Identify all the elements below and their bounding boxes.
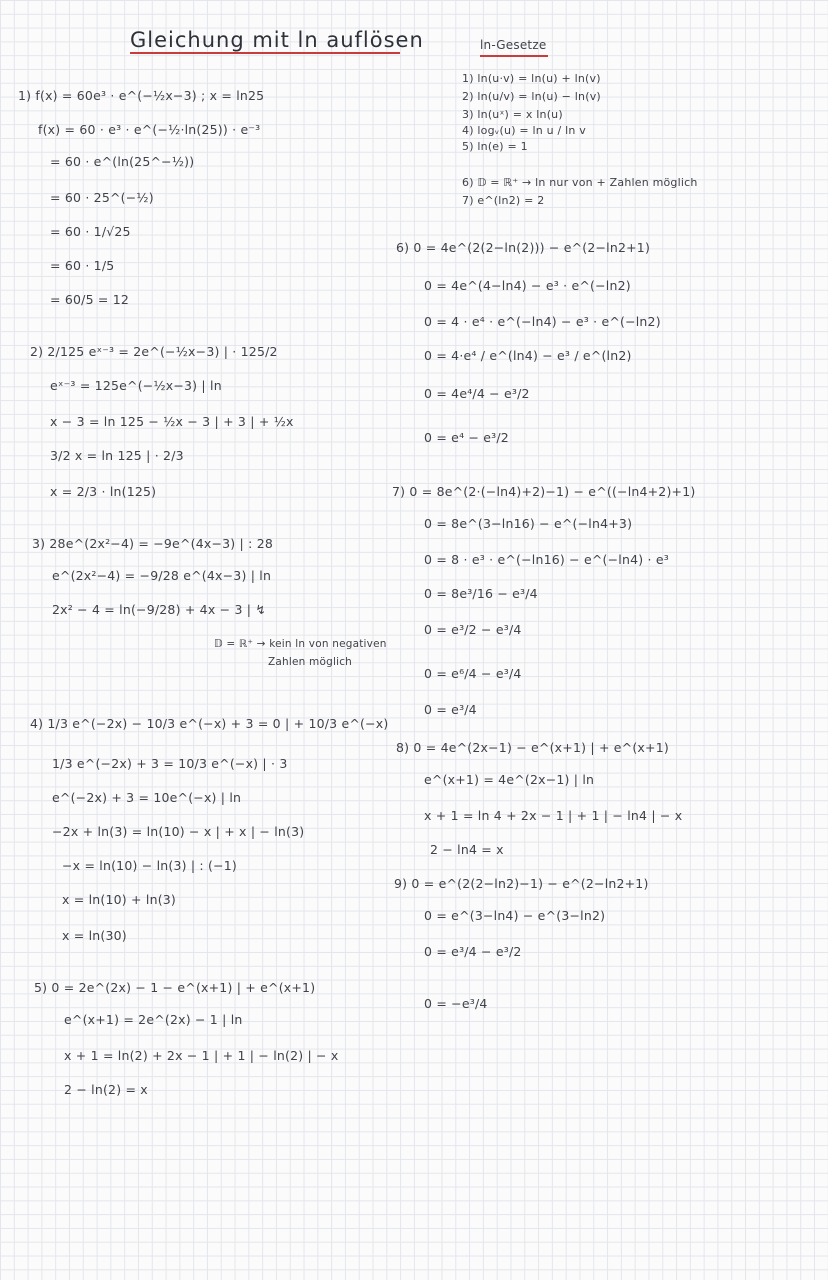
- line: 0 = e^(3−ln4) − e^(3−ln2): [424, 908, 606, 923]
- line: 0 = 4e⁴/4 − e³/2: [424, 386, 530, 401]
- line: f(x) = 60 · e³ · e^(−½·ln(25)) · e⁻³: [38, 122, 261, 137]
- line: 0 = e⁴ − e³/2: [424, 430, 509, 445]
- line: e^(−2x) + 3 = 10e^(−x) | ln: [52, 790, 242, 805]
- line: e^(2x²−4) = −9/28 e^(4x−3) | ln: [52, 568, 272, 583]
- line: −2x + ln(3) = ln(10) − x | + x | − ln(3): [52, 824, 305, 839]
- line: 0 = 4·e⁴ / e^(ln4) − e³ / e^(ln2): [424, 348, 632, 363]
- line: 0 = e³/4 − e³/2: [424, 944, 522, 959]
- line: −x = ln(10) − ln(3) | : (−1): [62, 858, 237, 873]
- line: = 60 · 1/5: [50, 258, 115, 273]
- law-item: 6) 𝔻 = ℝ⁺ → ln nur von + Zahlen möglich: [462, 176, 698, 189]
- line: x = 2/3 · ln(125): [50, 484, 157, 499]
- line: 0 = 4e^(4−ln4) − e³ · e^(−ln2): [424, 278, 631, 293]
- line: eˣ⁻³ = 125e^(−½x−3) | ln: [50, 378, 222, 393]
- line: e^(x+1) = 4e^(2x−1) | ln: [424, 772, 595, 787]
- line: 0 = e³/4: [424, 702, 477, 717]
- line: = 60 · 1/√25: [50, 224, 131, 239]
- law-item: 5) ln(e) = 1: [462, 140, 528, 153]
- line: 0 = e³/2 − e³/4: [424, 622, 522, 637]
- line: = 60 · 25^(−½): [50, 190, 154, 205]
- page-title: Gleichung mit ln auflösen: [130, 28, 424, 52]
- laws-heading-underline: [480, 55, 548, 57]
- law-item: 3) ln(uˣ) = x ln(u): [462, 108, 563, 121]
- line: 3/2 x = ln 125 | · 2/3: [50, 448, 184, 463]
- line: x = ln(10) + ln(3): [62, 892, 176, 907]
- line: 1) f(x) = 60e³ · e^(−½x−3) ; x = ln25: [18, 88, 265, 103]
- line: e^(x+1) = 2e^(2x) − 1 | ln: [64, 1012, 243, 1027]
- line: = 60 · e^(ln(25^−½)): [50, 154, 195, 169]
- line: 2x² − 4 = ln(−9/28) + 4x − 3 | ↯: [52, 602, 267, 617]
- line: 0 = 8e^(3−ln16) − e^(−ln4+3): [424, 516, 633, 531]
- line: 0 = 8e³/16 − e³/4: [424, 586, 538, 601]
- law-item: 2) ln(u/v) = ln(u) − ln(v): [462, 90, 601, 103]
- laws-heading: ln-Gesetze: [480, 38, 547, 52]
- line: 8) 0 = 4e^(2x−1) − e^(x+1) | + e^(x+1): [396, 740, 669, 755]
- law-item: 7) e^(ln2) = 2: [462, 194, 545, 207]
- line: 2 − ln4 = x: [430, 842, 504, 857]
- line: 1/3 e^(−2x) + 3 = 10/3 e^(−x) | · 3: [52, 756, 288, 771]
- line: 5) 0 = 2e^(2x) − 1 − e^(x+1) | + e^(x+1): [34, 980, 316, 995]
- line: x + 1 = ln 4 + 2x − 1 | + 1 | − ln4 | − x: [424, 808, 683, 823]
- line: 0 = 4 · e⁴ · e^(−ln4) − e³ · e^(−ln2): [424, 314, 661, 329]
- line: 2 − ln(2) = x: [64, 1082, 148, 1097]
- law-item: 4) logᵥ(u) = ln u / ln v: [462, 124, 586, 137]
- line: 0 = e⁶/4 − e³/4: [424, 666, 522, 681]
- line: 7) 0 = 8e^(2·(−ln4)+2)−1) − e^((−ln4+2)+1): [392, 484, 696, 499]
- line: 6) 0 = 4e^(2(2−ln(2))) − e^(2−ln2+1): [396, 240, 651, 255]
- line: x = ln(30): [62, 928, 127, 943]
- line: 3) 28e^(2x²−4) = −9e^(4x−3) | : 28: [32, 536, 274, 551]
- line: 4) 1/3 e^(−2x) − 10/3 e^(−x) + 3 = 0 | + 10/3 e^(−x): [30, 716, 389, 731]
- note: Zahlen möglich: [268, 656, 353, 668]
- line: 0 = 8 · e³ · e^(−ln16) − e^(−ln4) · e³: [424, 552, 669, 567]
- note: 𝔻 = ℝ⁺ → kein ln von negativen: [214, 638, 387, 650]
- line: = 60/5 = 12: [50, 292, 130, 307]
- line: x + 1 = ln(2) + 2x − 1 | + 1 | − ln(2) | − x: [64, 1048, 339, 1063]
- line: 2) 2/125 eˣ⁻³ = 2e^(−½x−3) | · 125/2: [30, 344, 278, 359]
- law-item: 1) ln(u·v) = ln(u) + ln(v): [462, 72, 601, 85]
- title-underline: [130, 52, 400, 54]
- line: x − 3 = ln 125 − ½x − 3 | + 3 | + ½x: [50, 414, 294, 429]
- line: 0 = −e³/4: [424, 996, 488, 1011]
- line: 9) 0 = e^(2(2−ln2)−1) − e^(2−ln2+1): [394, 876, 649, 891]
